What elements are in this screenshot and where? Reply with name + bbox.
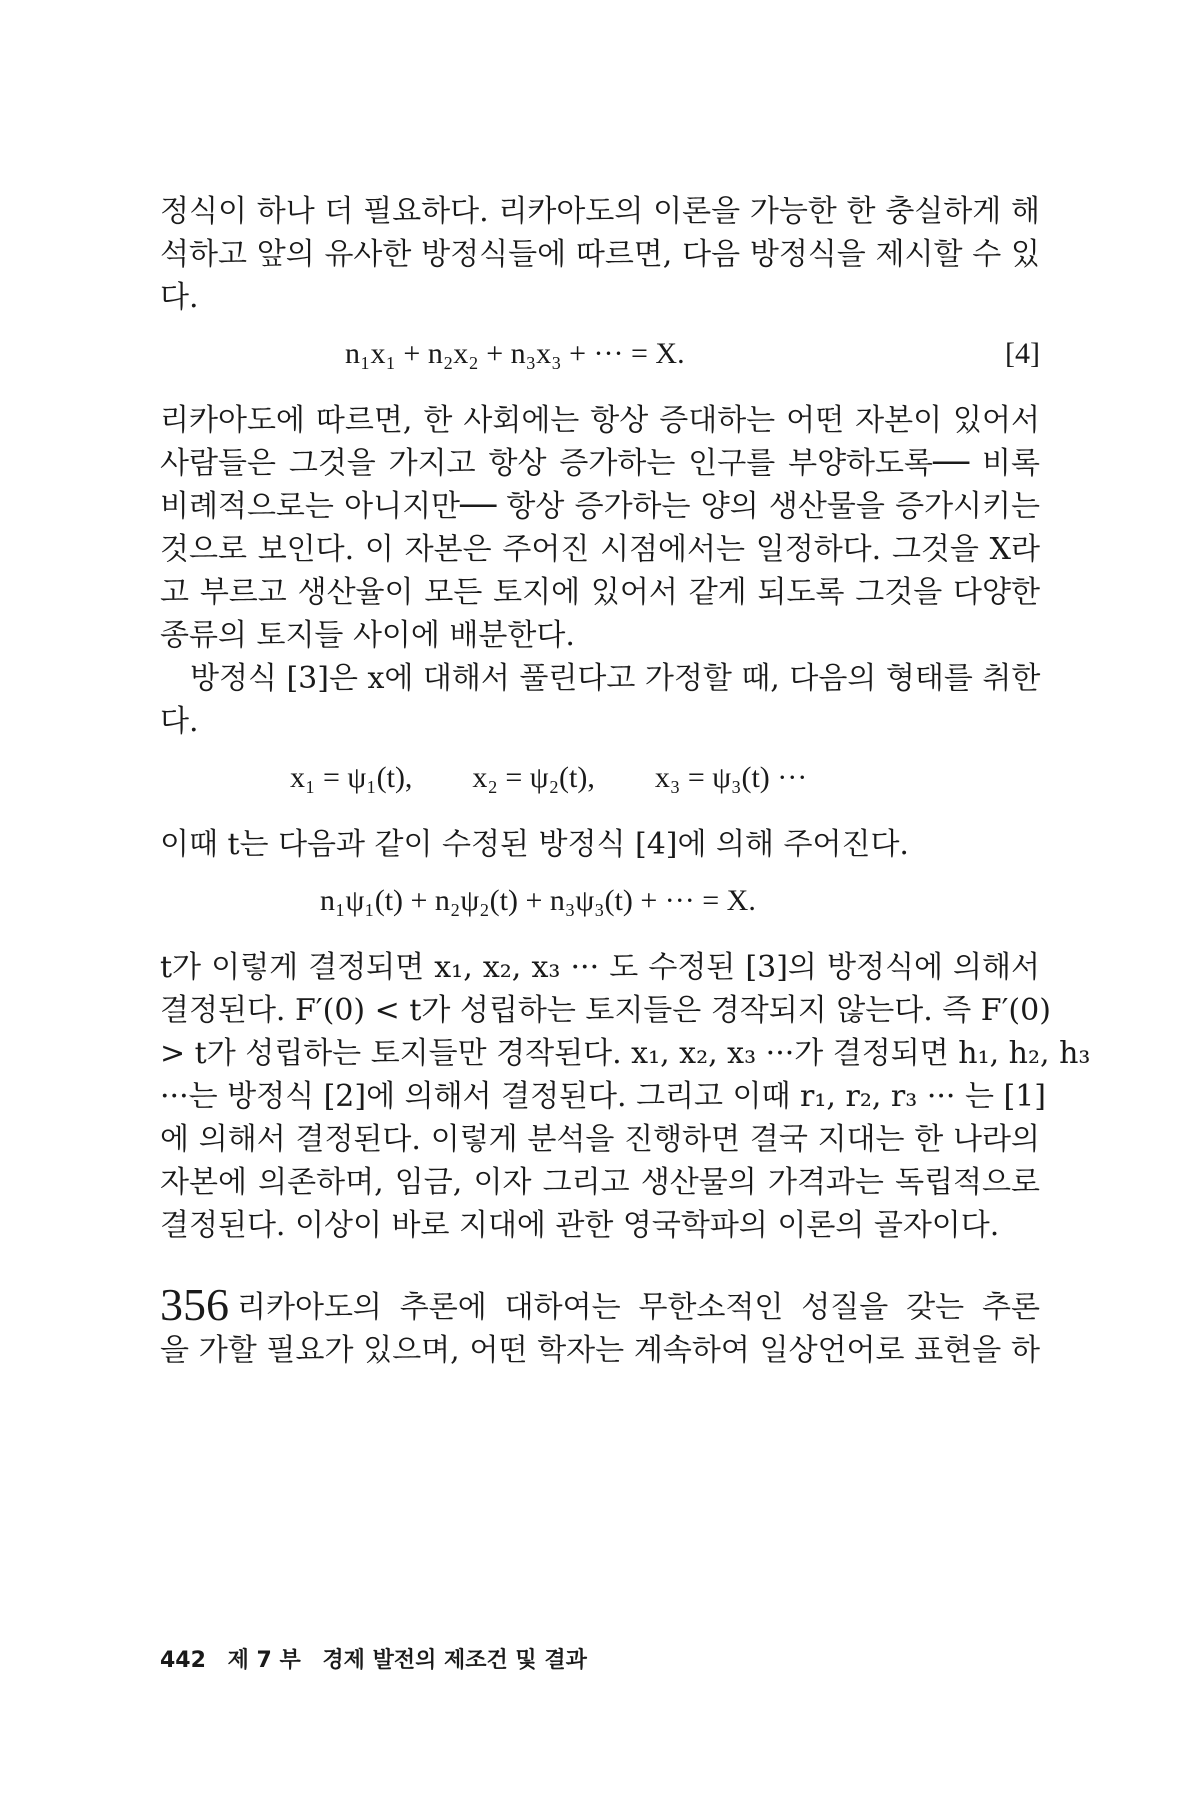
text-line: 결정된다. 이상이 바로 지대에 관한 영국학파의 이론의 골자이다. [160,1208,1000,1243]
text-line: 결정된다. F′(0) < t가 성립하는 토지들은 경작되지 않는다. 즉 F′(0) [160,993,1051,1028]
equation-number: [4] [1005,337,1040,370]
text-line: 비례적으로는 아니지만── 항상 증가하는 양의 생산물을 증가시키는 [160,489,1040,524]
equation-body: n₁ψ₁(t) + n₂ψ₂(t) + n₃ψ₃(t) + ··· = X. [320,884,756,917]
text-line: 정식이 하나 더 필요하다. 리카아도의 이론을 가능한 한 충실하게 해 [160,194,1040,229]
page-body [160,190,1091,1372]
text-line: 다. [160,280,199,315]
paragraph-4 [160,823,1040,866]
page-number: 442 [160,1648,206,1673]
text-line: 고 부르고 생산율이 모든 토지에 있어서 같게 되도록 그것을 다양한 [160,575,1040,610]
equation-body: n₁x₁ + n₂x₂ + n₃x₃ + ··· = X. [345,337,685,370]
text-line: 석하고 앞의 유사한 방정식들에 따르면, 다음 방정식을 제시할 수 있 [160,237,1040,272]
text-line: t가 이렇게 결정되면 x₁, x₂, x₃ ··· 도 수정된 [3]의 방정식에 의해서 [160,950,1040,985]
text-line: 사람들은 그것을 가지고 항상 증가하는 인구를 부양하도록── 비록 [160,446,1040,481]
equation-psi [160,743,1040,823]
equation-4 [160,319,1040,399]
equation-modified-4 [160,866,1040,946]
text-line: 방정식 [3]은 x에 대해서 풀린다고 가정할 때, 다음의 형태를 취한 [190,661,1041,696]
text-line: 리카아도에 따르면, 한 사회에는 항상 증대하는 어떤 자본이 있어서 [160,403,1040,438]
text-line: 을 가할 필요가 있으며, 어떤 학자는 계속하여 일상언어로 표현을 하 [160,1333,1040,1368]
section-356 [160,1279,1040,1372]
text-line: 종류의 토지들 사이에 배분한다. [160,618,575,653]
paragraph-2 [160,399,1040,657]
paragraph-5 [160,946,1091,1247]
text-line: 것으로 보인다. 이 자본은 주어진 시점에서는 일정하다. 그것을 X라 [160,532,1040,567]
part-label: 제 7 부 [227,1648,301,1673]
section-first-line: 리카아도의 추론에 대하여는 무한소적인 성질을 갖는 추론 [237,1290,1040,1325]
page-footer [160,1643,601,1674]
text-line: 에 의해서 결정된다. 이렇게 분석을 진행하면 결국 지대는 한 나라의 [160,1122,1040,1157]
text-line: 자본에 의존하며, 임금, 이자 그리고 생산물의 가격과는 독립적으로 [160,1165,1040,1200]
paragraph-1 [160,190,1040,319]
section-number: 356 [160,1279,229,1330]
text-line: 이때 t는 다음과 같이 수정된 방정식 [4]에 의해 주어진다. [160,827,909,862]
text-line: 다. [160,704,199,739]
text-line: > t가 성립하는 토지들만 경작된다. x₁, x₂, x₃ ···가 결정되면 h₁, h₂, h₃ [160,1036,1091,1071]
part-title: 경제 발전의 제조건 및 결과 [322,1648,587,1673]
text-line [160,1279,1040,1330]
text-line: ···는 방정식 [2]에 의해서 결정된다. 그리고 이때 r₁, r₂, r₃ ··· 는 [1] [160,1079,1046,1114]
paragraph-3 [160,657,1040,743]
equation-body: x₁ = ψ₁(t), x₂ = ψ₂(t), x₃ = ψ₃(t) ··· [290,761,808,794]
